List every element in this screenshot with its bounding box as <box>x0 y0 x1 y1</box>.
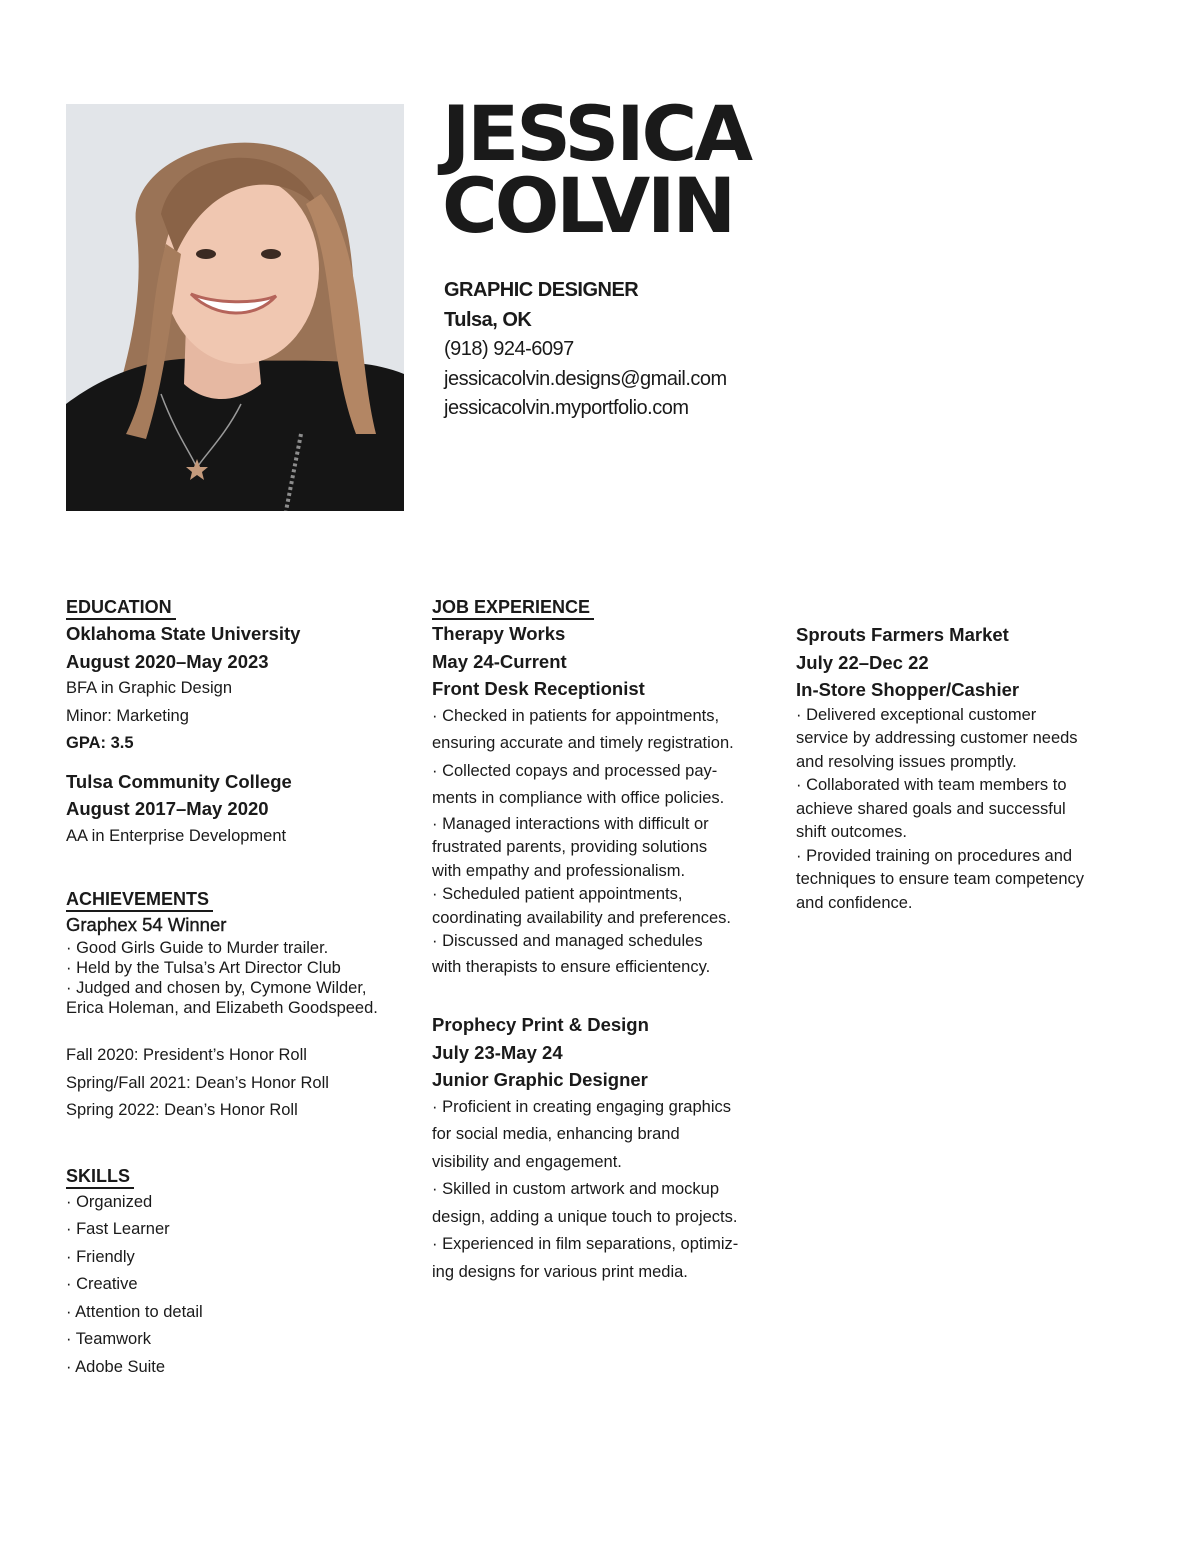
award-line: · Held by the Tulsa’s Art Director Club <box>66 959 341 977</box>
job-line: design, adding a unique touch to projects. <box>432 1207 738 1226</box>
job-line: · Checked in patients for appointments, <box>432 706 720 725</box>
school-detail: BFA in Graphic Design <box>66 679 232 697</box>
award-line: · Good Girls Guide to Murder trailer. <box>66 939 329 957</box>
full-name <box>442 89 751 250</box>
portfolio-website[interactable]: jessicacolvin.myportfolio.com <box>444 397 689 419</box>
experience-heading: JOB EXPERIENCE <box>432 596 594 620</box>
job-role: Front Desk Receptionist <box>432 678 645 699</box>
honor-item: Spring/Fall 2021: Dean’s Honor Roll <box>66 1073 329 1092</box>
job-line: visibility and engagement. <box>432 1152 622 1171</box>
award-title: Graphex 54 Winner <box>66 914 227 935</box>
school-name: Tulsa Community College <box>66 770 292 792</box>
skill-item: · Teamwork <box>66 1330 151 1348</box>
email-address[interactable]: jessicacolvin.designs@gmail.com <box>444 367 727 390</box>
honor-item: Fall 2020: President’s Honor Roll <box>66 1046 307 1064</box>
job-entry <box>432 1011 777 1286</box>
job-role: In-Store Shopper/Cashier <box>796 679 1020 700</box>
education-heading: EDUCATION <box>66 596 176 620</box>
job-company: Therapy Works <box>432 623 566 644</box>
job-line: frustrated parents, providing solutions <box>432 838 708 856</box>
school-name: Oklahoma State University <box>66 623 301 644</box>
job-line: · Collaborated with team members to <box>796 776 1067 794</box>
job-company: Sprouts Farmers Market <box>796 624 1009 645</box>
achievements-heading: ACHIEVEMENTS <box>66 888 213 912</box>
job-line: · Managed interactions with difficult or <box>432 814 709 833</box>
job-line: · Skilled in custom artwork and mockup <box>432 1180 720 1198</box>
last-name: COLVIN <box>442 161 734 250</box>
school-dates: August 2020–May 2023 <box>66 650 269 672</box>
school-gpa: GPA: 3.5 <box>66 734 134 752</box>
job-title: GRAPHIC DESIGNER <box>444 279 639 301</box>
school-dates: August 2017–May 2020 <box>66 798 269 819</box>
location: Tulsa, OK <box>444 308 532 331</box>
skill-item: · Creative <box>66 1275 138 1293</box>
honor-item: Spring 2022: Dean’s Honor Roll <box>66 1101 298 1119</box>
middle-column <box>432 596 777 1286</box>
job-dates: July 23-May 24 <box>432 1041 563 1063</box>
award-line: · Judged and chosen by, Cymone Wilder, <box>66 979 367 997</box>
job-line: with empathy and professionalism. <box>432 861 686 880</box>
skill-item: · Fast Learner <box>66 1220 170 1238</box>
skills-heading: SKILLS <box>66 1165 134 1189</box>
education-school <box>66 620 406 758</box>
right-column <box>796 621 1126 915</box>
job-line: · Proficient in creating engaging graphics <box>432 1097 732 1116</box>
left-column <box>66 596 406 1381</box>
job-line: with therapists to ensure efficientency. <box>432 957 711 976</box>
job-line: coordinating availability and preferences. <box>432 908 732 927</box>
school-detail: Minor: Marketing <box>66 706 189 725</box>
first-name: JESSICA <box>442 89 751 178</box>
job-line: and confidence. <box>796 893 913 912</box>
job-line: techniques to ensure team competency <box>796 870 1085 888</box>
job-line: · Experienced in film separations, optimiz- <box>432 1235 739 1253</box>
skills-list <box>66 1189 406 1382</box>
job-line: ensuring accurate and timely registration. <box>432 734 734 752</box>
job-line: for social media, enhancing brand <box>432 1125 680 1143</box>
skill-item: · Attention to detail <box>66 1302 203 1321</box>
job-line: · Scheduled patient appointments, <box>432 885 683 903</box>
job-dates: July 22–Dec 22 <box>796 651 929 673</box>
profile-photo <box>66 104 404 511</box>
job-line: · Discussed and managed schedules <box>432 932 703 950</box>
job-line: · Delivered exceptional customer <box>796 705 1037 724</box>
job-line: · Collected copays and processed pay- <box>432 761 718 780</box>
job-company: Prophecy Print & Design <box>432 1014 649 1035</box>
skill-item: · Adobe Suite <box>66 1357 166 1376</box>
job-line: achieve shared goals and successful <box>796 799 1066 818</box>
job-line: ments in compliance with office policies. <box>432 789 725 807</box>
job-line: service by addressing customer needs <box>796 729 1078 747</box>
school-detail: AA in Enterprise Development <box>66 826 287 845</box>
job-line: shift outcomes. <box>796 823 907 841</box>
job-entry <box>432 620 777 981</box>
education-school <box>66 768 406 851</box>
job-entry <box>796 621 1126 915</box>
job-dates: May 24-Current <box>432 650 567 672</box>
contact-block <box>444 276 727 424</box>
phone-number: (918) 924-6097 <box>444 338 574 360</box>
job-line: and resolving issues promptly. <box>796 752 1017 771</box>
job-role: Junior Graphic Designer <box>432 1069 648 1090</box>
job-line: ing designs for various print media. <box>432 1262 688 1281</box>
skill-item: · Organized <box>66 1192 153 1211</box>
skill-item: · Friendly <box>66 1247 135 1266</box>
award-line: Erica Holeman, and Elizabeth Goodspeed. <box>66 999 378 1017</box>
job-line: · Provided training on procedures and <box>796 846 1073 865</box>
